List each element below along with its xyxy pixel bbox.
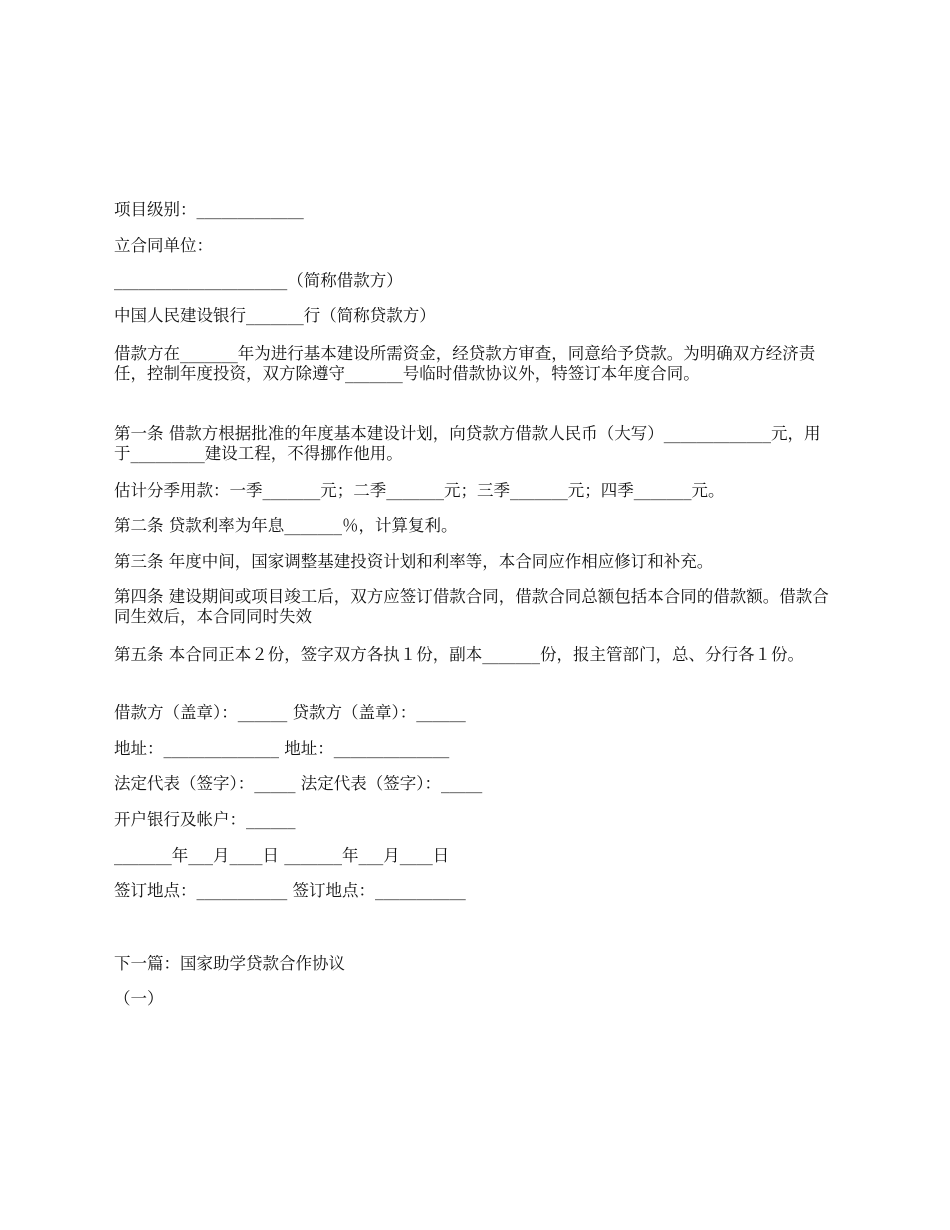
next-article-subtitle: （一） — [114, 989, 164, 1008]
next-article-link[interactable]: 下一篇：国家助学贷款合作协议 — [114, 954, 345, 973]
bank-account-line: 开户银行及帐户：______ — [114, 810, 296, 829]
article-4: 第四条 建设期间或项目竣工后，双方应签订借款合同，借款合同总额包括本合同的借款额。借款合同生效后，本合同同时失效 — [114, 587, 829, 626]
article-2: 第二条 贷款利率为年息_______％，计算复利。 — [114, 516, 458, 535]
project-level-line: 项目级别：_____________ — [114, 200, 304, 219]
address-line: 地址：______________ 地址：______________ — [114, 739, 450, 758]
contracting-parties-heading: 立合同单位： — [114, 236, 213, 255]
signing-place-line: 签订地点：___________ 签订地点：___________ — [114, 881, 466, 900]
preamble-paragraph: 借款方在_______年为进行基本建设所需资金，经贷款方审查，同意给予贷款。为明确双方经济责任，控制年度投资，双方除遵守_______号临时借款协议外，特签订本年度合同。 — [114, 344, 816, 383]
article-5: 第五条 本合同正本２份，签字双方各执１份，副本_______份，报主管部门，总、分行各１份。 — [114, 645, 804, 664]
article-1: 第一条 借款方根据批准的年度基本建设计划，向贷款方借款人民币（大写）_____________元，用于_________建设工程，不得挪作他用。 — [114, 424, 821, 463]
seal-line: 借款方（盖章）：______ 贷款方（盖章）：______ — [114, 703, 466, 722]
article-3: 第三条 年度中间，国家调整基建投资计划和利率等，本合同应作相应修订和补充。 — [114, 552, 714, 571]
lender-line: 中国人民建设银行_______行（简称贷款方） — [114, 306, 436, 325]
borrower-line: _____________________（简称借款方） — [114, 271, 403, 290]
date-line: _______年___月____日 _______年___月____日 — [114, 846, 450, 865]
quarterly-usage-line: 估计分季用款：一季_______元；二季_______元；三季_______元；四季_______元。 — [114, 481, 725, 500]
legal-representative-line: 法定代表（签字）：_____ 法定代表（签字）：_____ — [114, 774, 483, 793]
